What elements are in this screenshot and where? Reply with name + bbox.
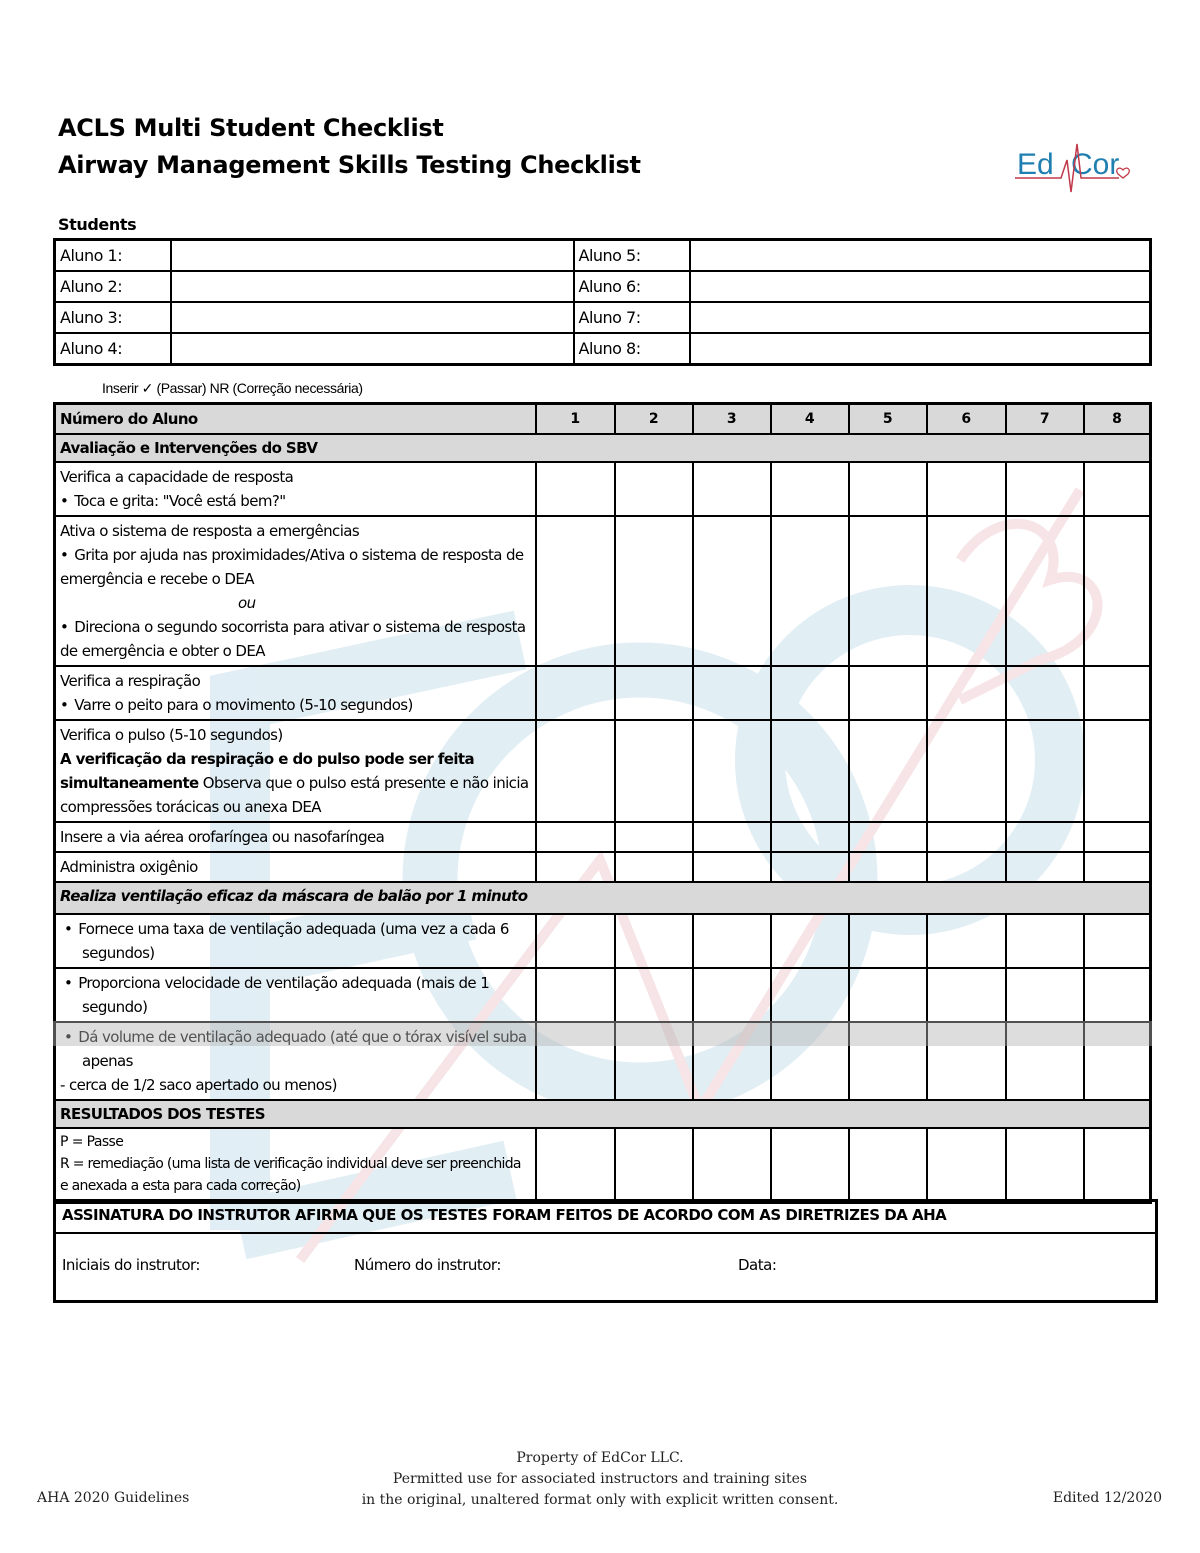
check-cell[interactable]	[1006, 462, 1084, 516]
checklist-table	[53, 402, 1152, 1204]
section-row	[55, 882, 1151, 914]
student-name-field[interactable]	[171, 271, 574, 302]
step-note-bold: A verificação da respiração e do pulso pode ser feita simultaneamente	[60, 750, 474, 792]
check-cell[interactable]	[536, 666, 615, 720]
check-cell[interactable]	[1084, 462, 1151, 516]
step-title: Verifica a respiração	[60, 672, 201, 690]
check-cell[interactable]	[927, 914, 1006, 968]
check-cell[interactable]	[849, 666, 927, 720]
student-number: 2	[615, 404, 693, 435]
check-cell[interactable]	[1006, 968, 1084, 1022]
check-cell[interactable]	[536, 822, 615, 852]
table-row	[55, 666, 1151, 720]
step-title: Verifica o pulso (5-10 segundos)	[60, 726, 283, 744]
table-row	[55, 516, 1151, 666]
check-cell[interactable]	[1006, 914, 1084, 968]
check-cell[interactable]	[849, 968, 927, 1022]
result-pass: P = Passe	[60, 1134, 124, 1150]
student-label: Aluno 1:	[55, 240, 171, 272]
student-name-field[interactable]	[690, 240, 1151, 272]
step-text	[55, 968, 536, 1022]
check-cell[interactable]	[615, 720, 693, 822]
student-name-field[interactable]	[690, 333, 1151, 365]
step-bullet: • Dá volume de ventilação adequado (até que o tórax visível suba apenas	[60, 1025, 531, 1073]
table-row	[55, 462, 1151, 516]
hint-text-rest: (Passar) NR (Correção necessária)	[152, 380, 363, 396]
check-cell[interactable]	[927, 462, 1006, 516]
check-cell[interactable]	[1006, 852, 1084, 882]
student-number: 1	[536, 404, 615, 435]
check-cell[interactable]	[615, 516, 693, 666]
step-bullet: • Varre o peito para o movimento (5-10 segundos)	[60, 693, 531, 717]
check-cell[interactable]	[771, 822, 849, 852]
check-cell[interactable]	[1084, 516, 1151, 666]
check-cell[interactable]	[536, 720, 615, 822]
check-cell[interactable]	[927, 666, 1006, 720]
check-cell[interactable]	[693, 968, 771, 1022]
gray-stripe	[53, 1021, 1152, 1046]
or-separator: ou	[238, 594, 256, 612]
edcor-logo	[1015, 140, 1140, 198]
result-cell[interactable]	[771, 1128, 849, 1202]
result-cell[interactable]	[615, 1128, 693, 1202]
result-cell[interactable]	[849, 1128, 927, 1202]
check-cell[interactable]	[536, 852, 615, 882]
student-label: Aluno 3:	[55, 302, 171, 333]
students-label: Students	[58, 215, 137, 234]
signature-heading: ASSINATURA DO INSTRUTOR AFIRMA QUE OS TESTES FORAM FEITOS DE ACORDO COM AS DIRETRIZES DA AHA	[56, 1202, 1155, 1234]
check-cell[interactable]	[1084, 968, 1151, 1022]
student-row	[55, 333, 1151, 365]
check-cell[interactable]	[1006, 516, 1084, 666]
check-cell[interactable]	[771, 462, 849, 516]
student-label: Aluno 6:	[574, 271, 690, 302]
check-cell[interactable]	[1006, 720, 1084, 822]
check-cell[interactable]	[927, 720, 1006, 822]
check-cell[interactable]	[771, 914, 849, 968]
check-cell[interactable]	[615, 462, 693, 516]
student-label: Aluno 5:	[574, 240, 690, 272]
step-bullet: • Grita por ajuda nas proximidades/Ativa o sistema de resposta de emergência e recebe o DEA	[60, 543, 531, 591]
student-row	[55, 240, 1151, 272]
step-bullet: • Proporciona velocidade de ventilação adequada (mais de 1 segundo)	[60, 971, 531, 1019]
check-cell[interactable]	[927, 516, 1006, 666]
student-name-field[interactable]	[171, 333, 574, 365]
table-row	[55, 822, 1151, 852]
check-cell[interactable]	[1006, 822, 1084, 852]
step-text	[55, 516, 536, 666]
check-cell[interactable]	[771, 968, 849, 1022]
section-row	[55, 434, 1151, 462]
check-cell[interactable]	[1084, 914, 1151, 968]
table-row	[55, 968, 1151, 1022]
check-cell[interactable]	[693, 720, 771, 822]
result-cell[interactable]	[693, 1128, 771, 1202]
check-cell[interactable]	[536, 516, 615, 666]
check-cell[interactable]	[693, 516, 771, 666]
check-cell[interactable]	[536, 914, 615, 968]
check-cell[interactable]	[693, 666, 771, 720]
student-name-field[interactable]	[171, 302, 574, 333]
check-cell[interactable]	[927, 852, 1006, 882]
table-row	[55, 914, 1151, 968]
check-cell[interactable]	[693, 462, 771, 516]
step-text	[55, 720, 536, 822]
student-label: Aluno 7:	[574, 302, 690, 333]
student-name-field[interactable]	[171, 240, 574, 272]
student-name-field[interactable]	[690, 302, 1151, 333]
student-number: 6	[927, 404, 1006, 435]
check-cell[interactable]	[849, 822, 927, 852]
header-row	[55, 404, 1151, 435]
check-cell[interactable]	[771, 516, 849, 666]
legend-hint	[102, 380, 363, 397]
check-cell[interactable]	[615, 822, 693, 852]
step-bullet: • Direciona o segundo socorrista para ativar o sistema de resposta de emergência e obter o DEA	[60, 615, 531, 663]
table-row	[55, 852, 1151, 882]
result-cell[interactable]	[1006, 1128, 1084, 1202]
check-cell[interactable]	[693, 822, 771, 852]
check-cell[interactable]	[849, 852, 927, 882]
check-cell[interactable]	[1006, 666, 1084, 720]
result-remediation: R = remediação (uma lista de verificação individual deve ser preenchida e anexada a esta para cada correção)	[60, 1156, 521, 1194]
check-cell[interactable]	[849, 720, 927, 822]
student-number: 7	[1006, 404, 1084, 435]
footer-guidelines: AHA 2020 Guidelines	[37, 1490, 190, 1506]
logo-text-cor: Cor	[1071, 148, 1120, 181]
student-label: Aluno 2:	[55, 271, 171, 302]
student-number: 5	[849, 404, 927, 435]
check-cell[interactable]	[927, 968, 1006, 1022]
footer-line: in the original, unaltered format only with explicit written consent.	[361, 1492, 839, 1508]
result-cell[interactable]	[927, 1128, 1006, 1202]
result-cell[interactable]	[1084, 1128, 1151, 1202]
document-title: ACLS Multi Student Checklist	[58, 114, 444, 142]
step-bullet: • Fornece uma taxa de ventilação adequada (uma vez a cada 6 segundos)	[60, 917, 531, 965]
check-cell[interactable]	[615, 666, 693, 720]
step-bullet: • Toca e grita: "Você está bem?"	[60, 489, 531, 513]
step-note: - cerca de 1/2 saco apertado ou menos)	[60, 1076, 337, 1094]
check-cell[interactable]	[536, 462, 615, 516]
step-text: Insere a via aérea orofaríngea ou nasofaríngea	[55, 822, 536, 852]
instructor-signature-box	[53, 1199, 1158, 1303]
footer-property	[0, 1448, 1200, 1511]
section-title: Avaliação e Intervenções do SBV	[55, 434, 1151, 462]
check-cell[interactable]	[771, 666, 849, 720]
check-cell[interactable]	[849, 516, 927, 666]
check-cell[interactable]	[693, 914, 771, 968]
check-cell[interactable]	[771, 852, 849, 882]
checkmark-icon: ✓	[141, 380, 153, 396]
student-row	[55, 302, 1151, 333]
footer-line: Permitted use for associated instructors and training sites	[392, 1471, 808, 1487]
check-cell[interactable]	[693, 852, 771, 882]
hint-text: Inserir	[102, 380, 139, 396]
students-table	[53, 238, 1152, 366]
student-number: 3	[693, 404, 771, 435]
student-label: Aluno 4:	[55, 333, 171, 365]
step-title: Verifica a capacidade de resposta	[60, 468, 294, 486]
document-subtitle: Airway Management Skills Testing Checklist	[58, 151, 641, 179]
check-cell[interactable]	[927, 822, 1006, 852]
check-cell[interactable]	[615, 852, 693, 882]
section-row	[55, 1100, 1151, 1128]
step-note: Observa que o pulso está presente e não inicia compressões torácicas ou anexa DEA	[60, 774, 529, 816]
table-row	[55, 720, 1151, 822]
signature-fields	[56, 1234, 1155, 1300]
step-title: Ativa o sistema de resposta a emergências	[60, 522, 360, 540]
check-cell[interactable]	[1084, 720, 1151, 822]
check-cell[interactable]	[771, 720, 849, 822]
header-label: Número do Aluno	[55, 404, 536, 435]
student-name-field[interactable]	[690, 271, 1151, 302]
check-cell[interactable]	[1084, 852, 1151, 882]
section-title: Realiza ventilação eficaz da máscara de balão por 1 minuto	[55, 882, 1151, 914]
check-cell[interactable]	[615, 968, 693, 1022]
check-cell[interactable]	[849, 914, 927, 968]
student-row	[55, 271, 1151, 302]
logo-text-ed: Ed	[1017, 148, 1054, 181]
student-label: Aluno 8:	[574, 333, 690, 365]
step-text	[55, 1128, 536, 1202]
step-text	[55, 462, 536, 516]
step-text	[55, 914, 536, 968]
table-row	[55, 1128, 1151, 1202]
step-text: Administra oxigênio	[55, 852, 536, 882]
check-cell[interactable]	[615, 914, 693, 968]
date-field[interactable]: Data:	[738, 1256, 777, 1274]
check-cell[interactable]	[1084, 822, 1151, 852]
check-cell[interactable]	[536, 968, 615, 1022]
section-title: RESULTADOS DOS TESTES	[55, 1100, 1151, 1128]
instructor-number-field[interactable]: Número do instrutor:	[354, 1256, 501, 1274]
check-cell[interactable]	[1084, 666, 1151, 720]
footer-edited: Edited 12/2020	[1052, 1490, 1162, 1506]
step-text	[55, 666, 536, 720]
instructor-initials-field[interactable]: Iniciais do instrutor:	[62, 1256, 200, 1274]
footer-line: Property of EdCor LLC.	[516, 1450, 684, 1466]
check-cell[interactable]	[849, 462, 927, 516]
student-number: 8	[1084, 404, 1151, 435]
student-number: 4	[771, 404, 849, 435]
result-cell[interactable]	[536, 1128, 615, 1202]
